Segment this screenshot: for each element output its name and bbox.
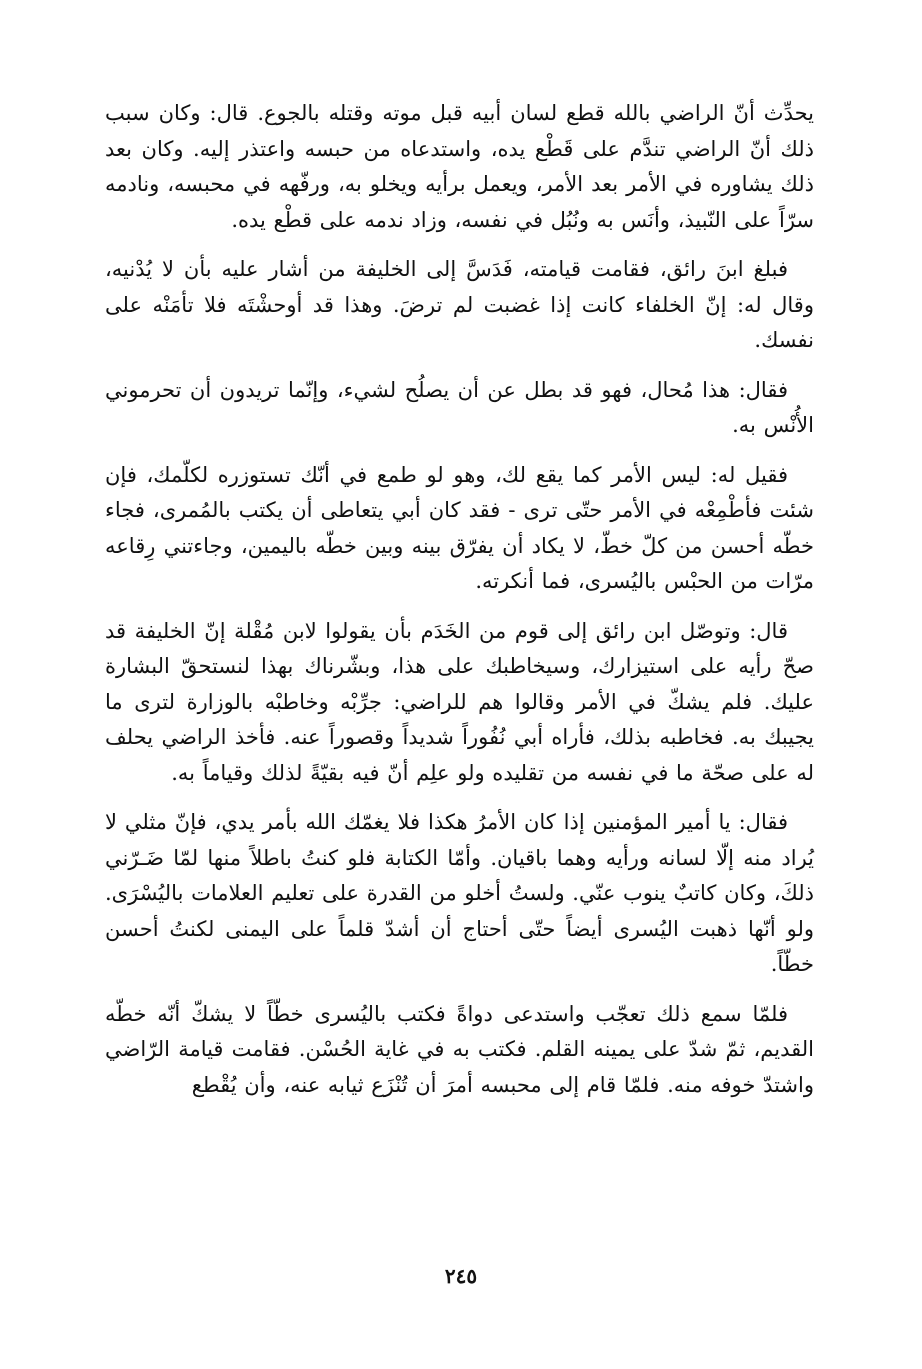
main-text (105, 96, 814, 1117)
paragraph-7: فلمّا سمع ذلك تعجّب واستدعى دواةً فكتب باليُسرى خطّاً لا يشكّ أنّه خطّه القديم، ثمّ شدّ على يمينه القلم. فكتب به في غاية الحُسْن. فقامت قيامة الرّاضي واشتدّ خوفه منه. فلمّا قام إلى محبسه أمرَ أن تُنْزَع ثيابه عنه، وأن يُقْطع (105, 1001, 814, 1097)
paragraph-3: فقال: هذا مُحال، فهو قد بطل عن أن يصلُح لشيء، وإنّما تريدون أن تحرموني الأُنْس به. (105, 377, 814, 437)
paragraph-2: فبلغ ابنَ رائق، فقامت قيامته، فَدَسَّ إلى الخليفة من أشار عليه بأن لا يُدْنيه، وقال له: إنّ الخلفاء كانت إذا غضبت لم ترضَ. وهذا قد أوحشْتَه فلا تأمَنْه على نفسك. (105, 257, 814, 352)
paragraph-6: فقال: يا أمير المؤمنين إذا كان الأمرُ هكذا فلا يغمّك الله بأمر يدي، فإنّ مثلي لا يُراد منه إلّا لسانه ورأيه وهما باقيان. وأمّا الكتابة فلو كنتُ باطلاً منها لمّا ضَـرّني ذلكَ، وكان كاتبٌ ينوب عنّي. ولستُ أخلو من القدرة على تعليم العلامات باليُسْرَى. ولو أنّها ذهبت اليُسرى أيضاً حتّى أحتاج أن أشدّ قلماً على اليمنى لكنتُ أحسن خطّاً. (105, 810, 814, 976)
page-number: ٢٤٥ (444, 1264, 478, 1288)
paragraph-4: فقيل له: ليس الأمر كما يقع لك، وهو لو طمع في أنّك تستوزره لكلّمك، فإن شئت فأطْمِعْه في الأمر حتّى ترى - فقد كان أبي يتعاطى أن يكتب بالمُمرى، فجاء خطّه أحسن من كلّ خطّ، لا يكاد أن يفرّق بينه وبين خطّه باليمين، وجاءتني رِقاعه مرّات من الحبْس باليُسرى، فما أنكرته. (105, 462, 814, 593)
paragraph-1: يحدِّث أنّ الراضي بالله قطع لسان أبيه قبل موته وقتله بالجوع. قال: وكان سبب ذلك أنّ الراضي تندَّم على قَطْع يده، واستدعاه من حبسه واعتذر إليه. وكان بعد ذلك يشاوره في الأمر بعد الأمر، ويعمل برأيه ويخلو به، ورفّهه في محبسه، ونادمه سرّاً على النّبيذ، وأنَس به ونُبُل في نفسه، وزاد ندمه على قطْع يده. (105, 101, 814, 232)
paragraph-5: قال: وتوصّل ابن رائق إلى قوم من الخَدَم بأن يقولوا لابن مُقْلة إنّ الخليفة قد صحّ رأيه على استيزارك، وسيخاطبك على هذا، وبشّرناك بهذا لنستحقّ البشارة عليك. فلم يشكّ في الأمر وقالوا هم للراضي: جرِّبْه وخاطبْه بالوزارة لترى ما يجيبك به. فخاطبه بذلك، فأراه أبي نُفُوراً شديداً وقصوراً عنه. فأخذ الراضي يحلف له على صحّة ما في نفسه من تقليده ولو علِم أنّ فيه بقيّةً لذلك وقياماً به. (105, 618, 814, 785)
